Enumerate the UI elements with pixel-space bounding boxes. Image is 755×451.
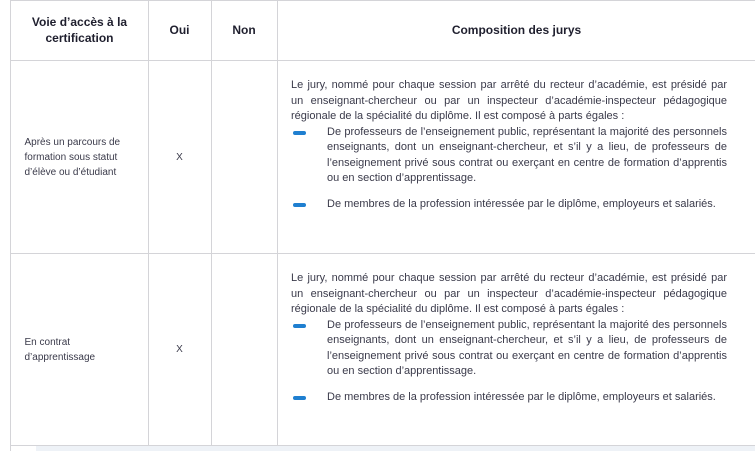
row-2-voie (11, 254, 148, 445)
row-1-non-mark (211, 61, 277, 253)
header-voie (11, 0, 148, 60)
row-2-intro: Le jury, nommé pour chaque session par arrêté du recteur d’académie, est présidé par un enseignant-chercheur ou par un inspecteur d’académie-inspecteur pédagogique régionale de la spécialité du diplôme. Il est composé à parts égales : (291, 272, 727, 315)
bullet-dash-icon (293, 396, 306, 400)
row-2-bullet-1 (291, 318, 727, 380)
row-2-oui-mark: X (176, 344, 183, 355)
header-voie-label: Voie d’accès à la certification (31, 15, 128, 45)
row-1-oui-mark: X (176, 151, 183, 163)
row-1-bullet-2-text: De membres de la profession intéressée par le diplôme, employeurs et salariés. (327, 197, 716, 210)
row-1-bullet-2 (291, 197, 727, 213)
row-1-bullet-1-text: De professeurs de l’enseignement public, représentant la majorité des personnels enseignants, dont un enseignant-chercheur, et s’il y a lieu, de professeurs de l’enseignement privé sous contrat ou exerçant en centre de formation d’apprentis ou en section d’apprentissage. (327, 125, 727, 184)
bullet-dash-icon (293, 131, 306, 135)
row-1-voie (11, 61, 148, 253)
row-1-bullet-1 (291, 125, 727, 187)
header-composition: Composition des jurys (451, 23, 582, 37)
row-1-voie-text: Après un parcours de formation sous statut d’élève ou d’étudiant (24, 136, 121, 178)
bullet-dash-icon (293, 203, 306, 207)
certification-table (10, 0, 755, 451)
row-2-bullet-2 (291, 390, 727, 406)
bottom-strip (36, 446, 755, 451)
row-2-non-mark (211, 254, 277, 445)
header-oui: Oui (169, 23, 190, 37)
bullet-dash-icon (293, 324, 306, 328)
row-1-composition (291, 78, 727, 212)
row-2-composition (291, 271, 727, 405)
row-2-bullet-2-text: De membres de la profession intéressée par le diplôme, employeurs et salariés. (327, 390, 716, 403)
column-divider (277, 0, 278, 451)
row-2-bullet-1-text: De professeurs de l’enseignement public, représentant la majorité des personnels enseignants, dont un enseignant-chercheur, et s’il y a lieu, de professeurs de l’enseignement privé sous contrat ou exerçant en centre de formation d’apprentis ou en section d’apprentissage. (327, 318, 727, 377)
row-1-intro: Le jury, nommé pour chaque session par arrêté du recteur d’académie, est présidé par un enseignant-chercheur ou par un inspecteur d’académie-inspecteur pédagogique régionale de la spécialité du diplôme. Il est composé à parts égales : (291, 79, 727, 122)
header-non: Non (232, 23, 256, 37)
row-2-voie-text: En contrat d’apprentissage (24, 336, 96, 363)
